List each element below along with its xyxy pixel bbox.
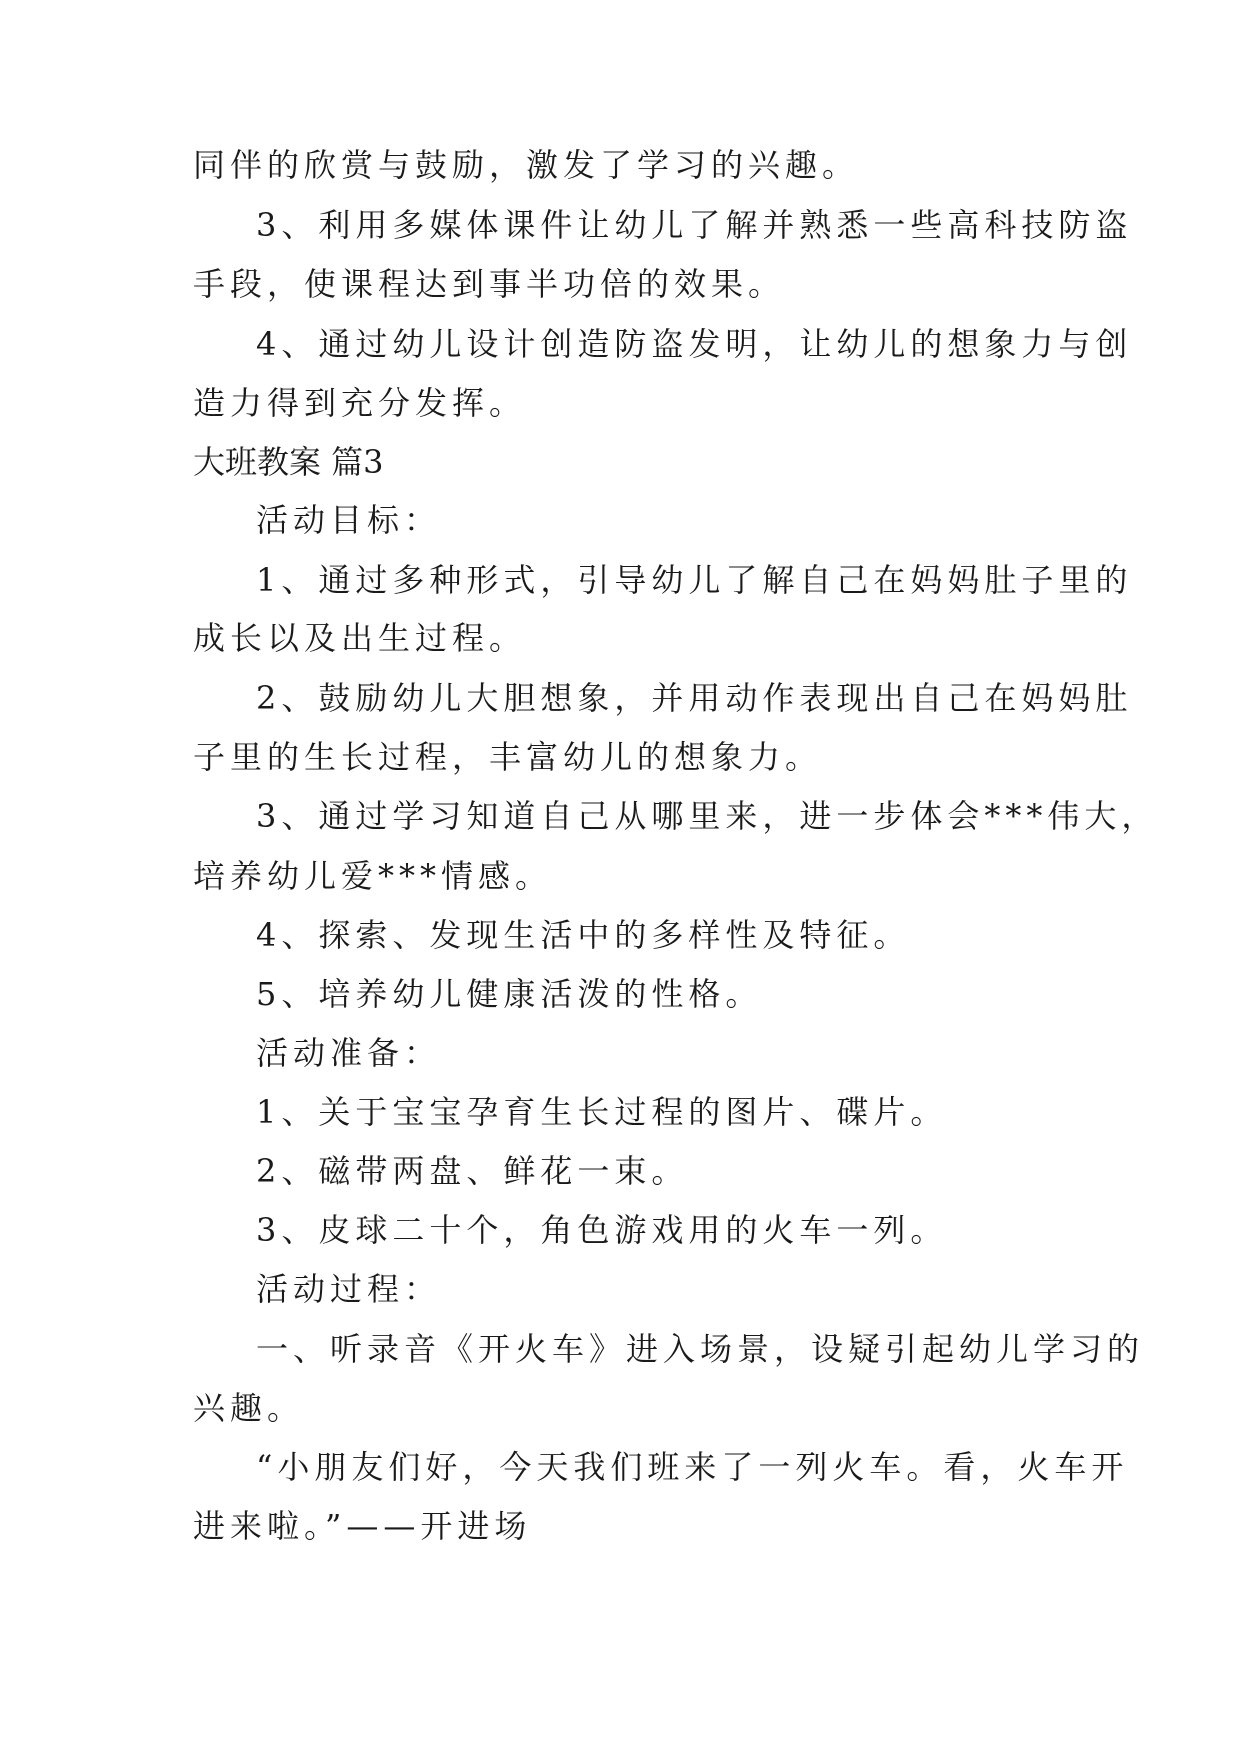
text-line: 2、鼓励幼儿大胆想象，并用动作表现出自己在妈妈肚 (256, 679, 1133, 717)
text-line: 3、通过学习知道自己从哪里来，进一步体会***伟大， (256, 797, 1159, 835)
text-line: 进来啦。”——开进场 (193, 1507, 532, 1545)
text-line: 培养幼儿爱***情感。 (193, 857, 553, 895)
section-heading: 大班教案 篇3 (193, 443, 384, 481)
text-line: 4、通过幼儿设计创造防盗发明，让幼儿的想象力与创 (256, 325, 1133, 363)
text-line: 活动准备： (256, 1034, 442, 1072)
text-line: 子里的生长过程，丰富幼儿的想象力。 (193, 738, 823, 776)
text-line: 造力得到充分发挥。 (193, 384, 527, 422)
text-line: 2、磁带两盘、鲜花一束。 (256, 1152, 689, 1190)
text-line: 同伴的欣赏与鼓励，激发了学习的兴趣。 (193, 146, 860, 184)
text-line: 3、利用多媒体课件让幼儿了解并熟悉一些高科技防盗 (256, 206, 1133, 244)
text-line: 活动目标： (256, 501, 442, 539)
text-line: 成长以及出生过程。 (193, 619, 527, 657)
text-line: 手段，使课程达到事半功倍的效果。 (193, 265, 786, 303)
text-line: 活动过程： (256, 1270, 442, 1308)
text-line: 3、皮球二十个，角色游戏用的火车一列。 (256, 1211, 948, 1249)
text-line: 4、探索、发现生活中的多样性及特征。 (256, 916, 911, 954)
text-line: 1、通过多种形式，引导幼儿了解自己在妈妈肚子里的 (256, 561, 1133, 599)
text-line: 一、听录音《开火车》进入场景，设疑引起幼儿学习的 (256, 1330, 1145, 1368)
text-line: 1、关于宝宝孕育生长过程的图片、碟片。 (256, 1093, 948, 1131)
text-line: 5、培养幼儿健康活泼的性格。 (256, 975, 763, 1013)
text-line: 兴趣。 (193, 1389, 305, 1427)
text-line: “小朋友们好，今天我们班来了一列火车。看，火车开 (256, 1448, 1129, 1486)
